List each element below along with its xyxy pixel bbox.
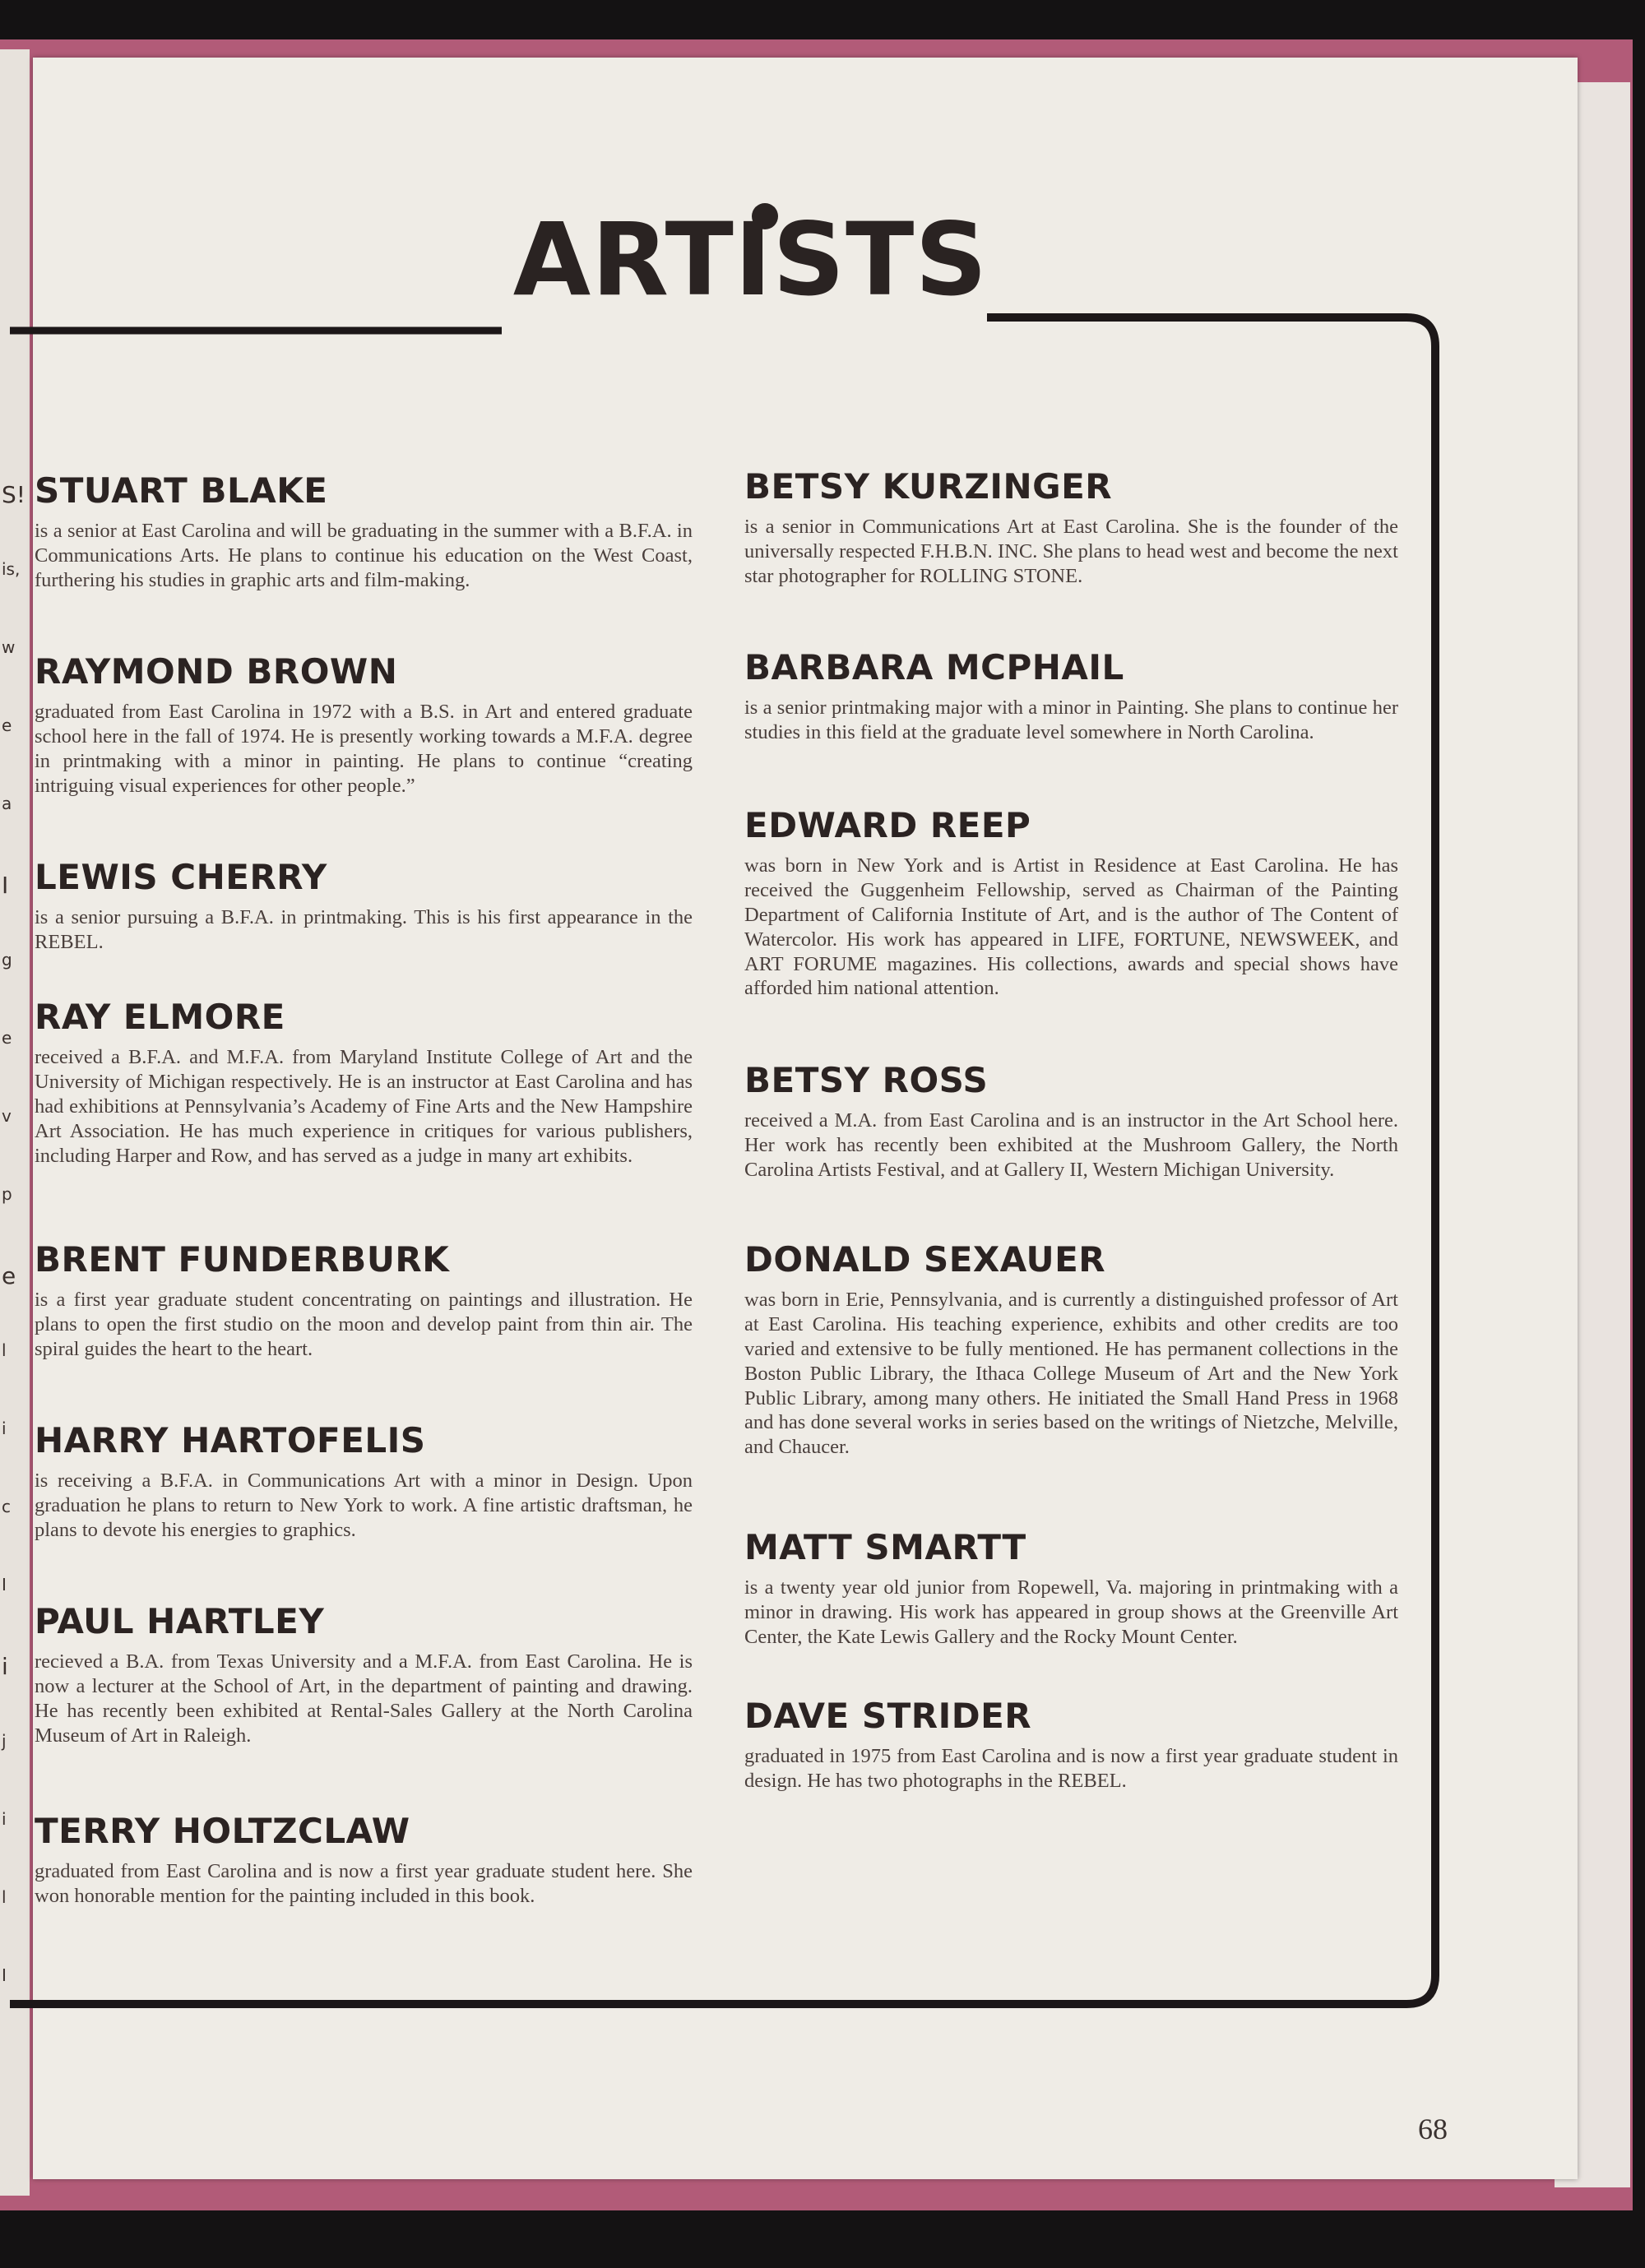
artist-bio: is a senior printmaking major with a minor in Painting. She plans to continue her studies in this field at the graduate level somewhere in North Carolina. [744,697,1398,743]
artist-name: TERRY HOLTZCLAW [35,1811,410,1851]
strip-fragment: l [2,1887,7,1907]
page-title: ARTISTS [512,201,989,318]
artist-name: RAY ELMORE [35,997,285,1037]
strip-fragment: I [2,872,9,899]
strip-fragment: v [2,1106,12,1126]
artist-name: EDWARD REEP [744,805,1031,845]
artist-bio: recieved a B.A. from Texas University and a M.F.A. from East Carolina. He is now a lecturer at the School of Art, in the department of painting and drawing. He has recently been exhibited at Rental-Sales Gallery at the North Carolina Museum of Art in Raleigh. [35,1650,693,1747]
strip-fragment: I [2,1965,7,1985]
artist-name: BETSY ROSS [744,1060,989,1100]
strip-fragment: a [2,794,12,813]
artist-bio: was born in New York and is Artist in Residence at East Carolina. He has received the Guggenheim Fellowship, served as Chairman of the Painting Department of California Institute of Art, and is the author of The Content of Watercolor. His work has appeared in LIFE, FORTUNE, NEWSWEEK, and ART FORUME magazines. His collections, awards and special shows have afforded him national attention. [744,854,1398,1000]
strip-fragment: i [2,1653,8,1680]
artist-name: PAUL HARTLEY [35,1601,325,1641]
artist-bio: graduated from East Carolina in 1972 with a B.S. in Art and entered graduate school here in the fall of 1974. He is presently working towards a M.F.A. degree in printmaking with a minor in painting. He plans to continue “creating intriguing visual experiences for other people.” [35,701,693,797]
artist-entry [35,1239,693,1362]
strip-fragment: l [2,1340,7,1360]
strip-fragment: j [2,1731,7,1751]
artist-name: DAVE STRIDER [744,1696,1032,1736]
strip-fragment: g [2,950,12,970]
artist-name: STUART BLAKE [35,470,328,511]
artist-bio: was born in Erie, Pennsylvania, and is currently a distinguished professor of Art at East Carolina. His teaching experience, exhibits and other credits are too varied and extensive to be fully mentioned. He has permanent collections in the Boston Public Library, the Ithaca College Museum of Art and the New York Public Library, among many others. He initiated the Small Hand Press in 1968 and has done several works in series based on the writings of Nietzche, Melville, and Chaucer. [744,1289,1398,1459]
artist-bio: is a senior at East Carolina and will be graduating in the summer with a B.F.A. in Communications Arts. He plans to continue his education on the West Coast, furthering his studies in graphic arts and film-making. [35,520,693,591]
artist-bio: is a senior pursuing a B.F.A. in printmaking. This is his first appearance in the REBEL. [35,906,693,953]
artist-name: RAYMOND BROWN [35,651,398,692]
artist-entry [35,859,693,955]
artist-entry [744,1062,1398,1183]
strip-fragment: c [2,1497,11,1516]
strip-fragment: e [2,1262,16,1289]
artist-name: DONALD SEXAUER [744,1239,1106,1280]
strip-fragment: e [2,1028,12,1048]
artist-entry [35,1420,693,1543]
artist-bio: is receiving a B.F.A. in Communications Art with a minor in Design. Upon graduation he plans to return to New York to work. A fine artistic draftsman, he plans to devote his energies to graphics. [35,1470,693,1541]
artist-bio: is a first year graduate student concentrating on paintings and illustration. He plans to open the first studio on the moon and develop paint from thin air. The spiral guides the heart to the heart. [35,1289,693,1360]
artist-entry [744,1527,1398,1650]
strip-fragment: i [2,1809,7,1829]
artist-name: BRENT FUNDERBURK [35,1239,450,1280]
artist-name: LEWIS CHERRY [35,857,327,897]
artist-bio: graduated in 1975 from East Carolina and is now a first year graduate student in design. He has two photographs in the REBEL. [744,1745,1398,1792]
strip-fragment: i [2,1419,7,1438]
artist-name: BARBARA MCPHAIL [744,647,1124,687]
artist-entry [35,1813,693,1909]
strip-fragment: is, [2,559,21,579]
artist-entry [744,1698,1398,1794]
artist-bio: received a M.A. from East Carolina and is an instructor in the Art School here. Her work has recently been exhibited at the Mushroom Gallery, the North Carolina Artists Festival, and at Gallery II, Western Michigan University. [744,1109,1398,1181]
artist-entry [744,1239,1398,1460]
strip-fragment: I [2,1575,7,1595]
artist-entry [35,1601,693,1748]
artist-entry [35,999,693,1168]
artist-name: HARRY HARTOFELIS [35,1420,426,1460]
page-number: 68 [1418,2113,1448,2145]
artist-name: MATT SMARTT [744,1527,1026,1567]
artist-bio: is a twenty year old junior from Ropewell, Va. majoring in printmaking with a minor in drawing. His work has appeared in group shows at the Greenville Art Center, the Kate Lewis Gallery and the Rocky Mount Center. [744,1576,1398,1648]
artist-bio: is a senior in Communications Art at East Carolina. She is the founder of the universally respected F.H.B.N. INC. She plans to head west and become the next star photographer for ROLLING STONE. [744,516,1398,587]
strip-fragment: w [2,637,16,657]
artist-entry [35,470,693,593]
artist-entry [35,651,693,798]
artist-bio: graduated from East Carolina and is now a first year graduate student here. She won honorable mention for the painting included in this book. [35,1860,693,1907]
strip-fragment: e [2,715,12,735]
artist-bio: received a B.F.A. and M.F.A. from Maryland Institute College of Art and the University of Michigan respectively. He is an instructor at East Carolina and has had exhibitions at Pennsylvania’s Academy of Fine Arts and the New Hampshire Art Association. He has much experience in critiques for various publishers, including Harper and Row, and has served as a judge in many art exhibits. [35,1046,693,1167]
strip-fragment: S! [2,481,25,508]
artist-entry [744,647,1398,745]
artist-name: BETSY KURZINGER [744,466,1113,507]
artist-entry [744,466,1398,589]
artist-entry [744,805,1398,1001]
strip-fragment: p [2,1184,12,1204]
